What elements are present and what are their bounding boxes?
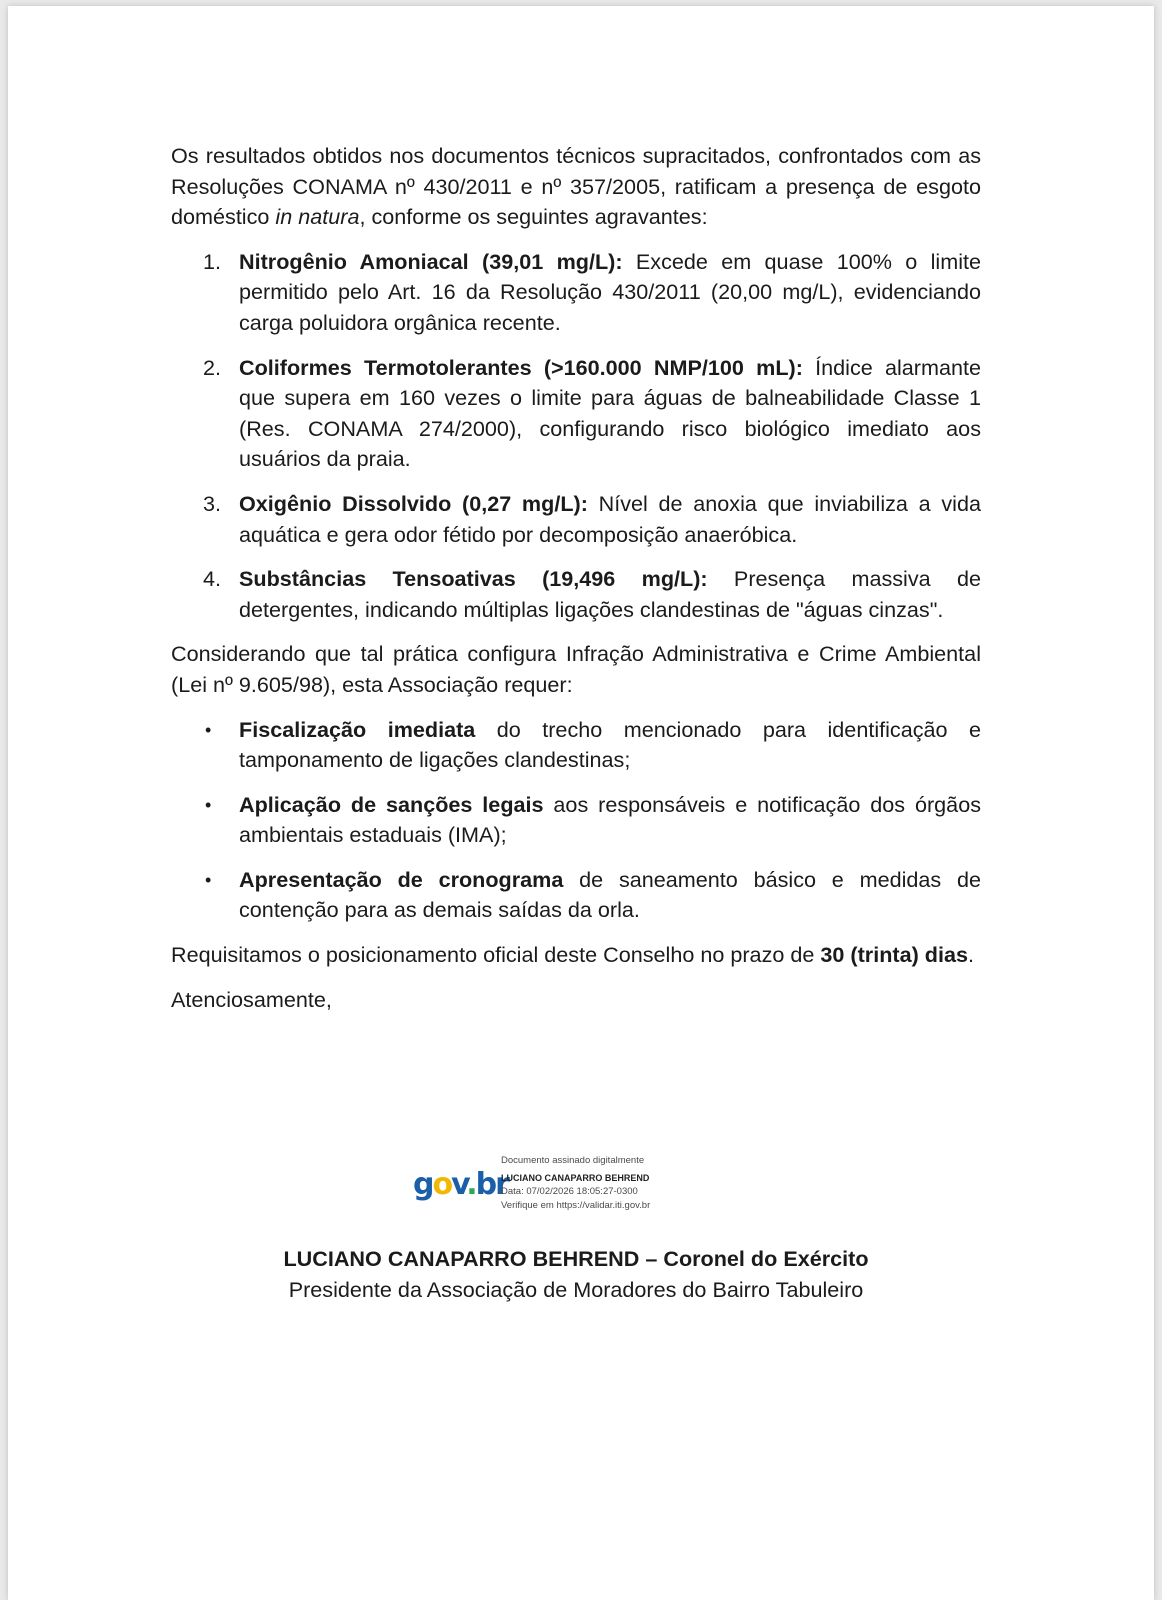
- finding-title: Nitrogênio Amoniacal (39,01 mg/L):: [239, 248, 623, 274]
- request-title: Aplicação de sanções legais: [239, 791, 544, 817]
- deadline-text: Requisitamos o posicionamento oficial deste Conselho no prazo de: [171, 942, 821, 968]
- letter-body: [171, 141, 981, 1029]
- document-page: [8, 6, 1154, 1600]
- list-number: 2.: [203, 354, 222, 380]
- signatory-name: LUCIANO CANAPARRO BEHREND – Coronel do Exército: [283, 1246, 869, 1271]
- bullet-icon: •: [205, 794, 212, 815]
- signature-header: Documento assinado digitalmente: [501, 1155, 645, 1166]
- signatory-role: Presidente da Associação de Moradores do Bairro Tabuleiro: [288, 1276, 864, 1302]
- signature-verify-link[interactable]: Verifique em https://validar.iti.gov.br: [501, 1199, 651, 1211]
- finding-text: Índice alarmante que supera em 160 vezes o limite para águas de balneabilidade Classe 1 (Res. CONAMA 274/2000), configurando risco biológico imediato aos usuários da praia.: [239, 354, 981, 472]
- list-number: 4.: [203, 566, 222, 592]
- list-item: [171, 247, 981, 339]
- digital-signature-stamp: [413, 1154, 713, 1214]
- list-item: [171, 353, 981, 475]
- closing: Atenciosamente,: [171, 986, 332, 1012]
- list-item: [171, 715, 981, 776]
- deadline-bold: 30 (trinta) dias: [820, 942, 968, 968]
- intro-paragraph: [171, 141, 981, 233]
- list-item: [171, 564, 981, 625]
- signatory-block: [171, 1244, 981, 1305]
- list-item: [171, 865, 981, 926]
- requests-list: [171, 715, 981, 927]
- bullet-icon: •: [205, 869, 212, 890]
- bullet-icon: •: [205, 719, 212, 740]
- request-text: do trecho mencionado para identificação e tamponamento de ligações clandestinas;: [239, 716, 982, 773]
- signature-signer: LUCIANO CANAPARRO BEHREND: [501, 1172, 650, 1183]
- signature-details: [501, 1154, 650, 1212]
- finding-text: Presença massiva de detergentes, indicando múltiplas ligações clandestinas de "águas cinzas".: [239, 566, 981, 622]
- request-text: aos responsáveis e notificação dos órgãos ambientais estaduais (IMA);: [239, 791, 981, 848]
- intro-text-end: , conforme os seguintes agravantes:: [359, 204, 708, 230]
- deadline-end: .: [968, 942, 974, 968]
- request-title: Fiscalização imediata: [239, 716, 476, 742]
- finding-title: Substâncias Tensoativas (19,496 mg/L):: [239, 566, 708, 592]
- request-text: de saneamento básico e medidas de contenção para as demais saídas da orla.: [239, 866, 981, 923]
- finding-text: Excede em quase 100% o limite permitido pelo Art. 16 da Resolução 430/2011 (20,00 mg/L), evidenciando carga poluidora orgânica recente.: [239, 248, 981, 335]
- list-item: [171, 489, 981, 550]
- deadline-paragraph: [171, 940, 981, 971]
- list-item: [171, 790, 981, 851]
- list-number: 1.: [203, 248, 222, 274]
- finding-title: Coliformes Termotolerantes (>160.000 NMP/100 mL):: [239, 354, 803, 380]
- findings-list: [171, 247, 981, 626]
- signature-date: Data: 07/02/2026 18:05:27-0300: [501, 1186, 638, 1197]
- govbr-logo: gov.br: [413, 1167, 508, 1202]
- finding-title: Oxigênio Dissolvido (0,27 mg/L):: [239, 490, 588, 516]
- considering-paragraph: Considerando que tal prática configura Infração Administrativa e Crime Ambiental (Lei nº 9.605/98), esta Associação requer:: [171, 641, 981, 697]
- intro-italic: in natura: [275, 204, 360, 230]
- request-title: Apresentação de cronograma: [239, 866, 564, 892]
- finding-text: Nível de anoxia que inviabiliza a vida aquática e gera odor fétido por decomposição anaeróbica.: [239, 490, 981, 547]
- list-number: 3.: [203, 490, 222, 516]
- intro-text: Os resultados obtidos nos documentos técnicos supracitados, confrontados com as Resoluções CONAMA nº 430/2011 e nº 357/2005, ratificam a presença de esgoto doméstico: [171, 143, 981, 230]
